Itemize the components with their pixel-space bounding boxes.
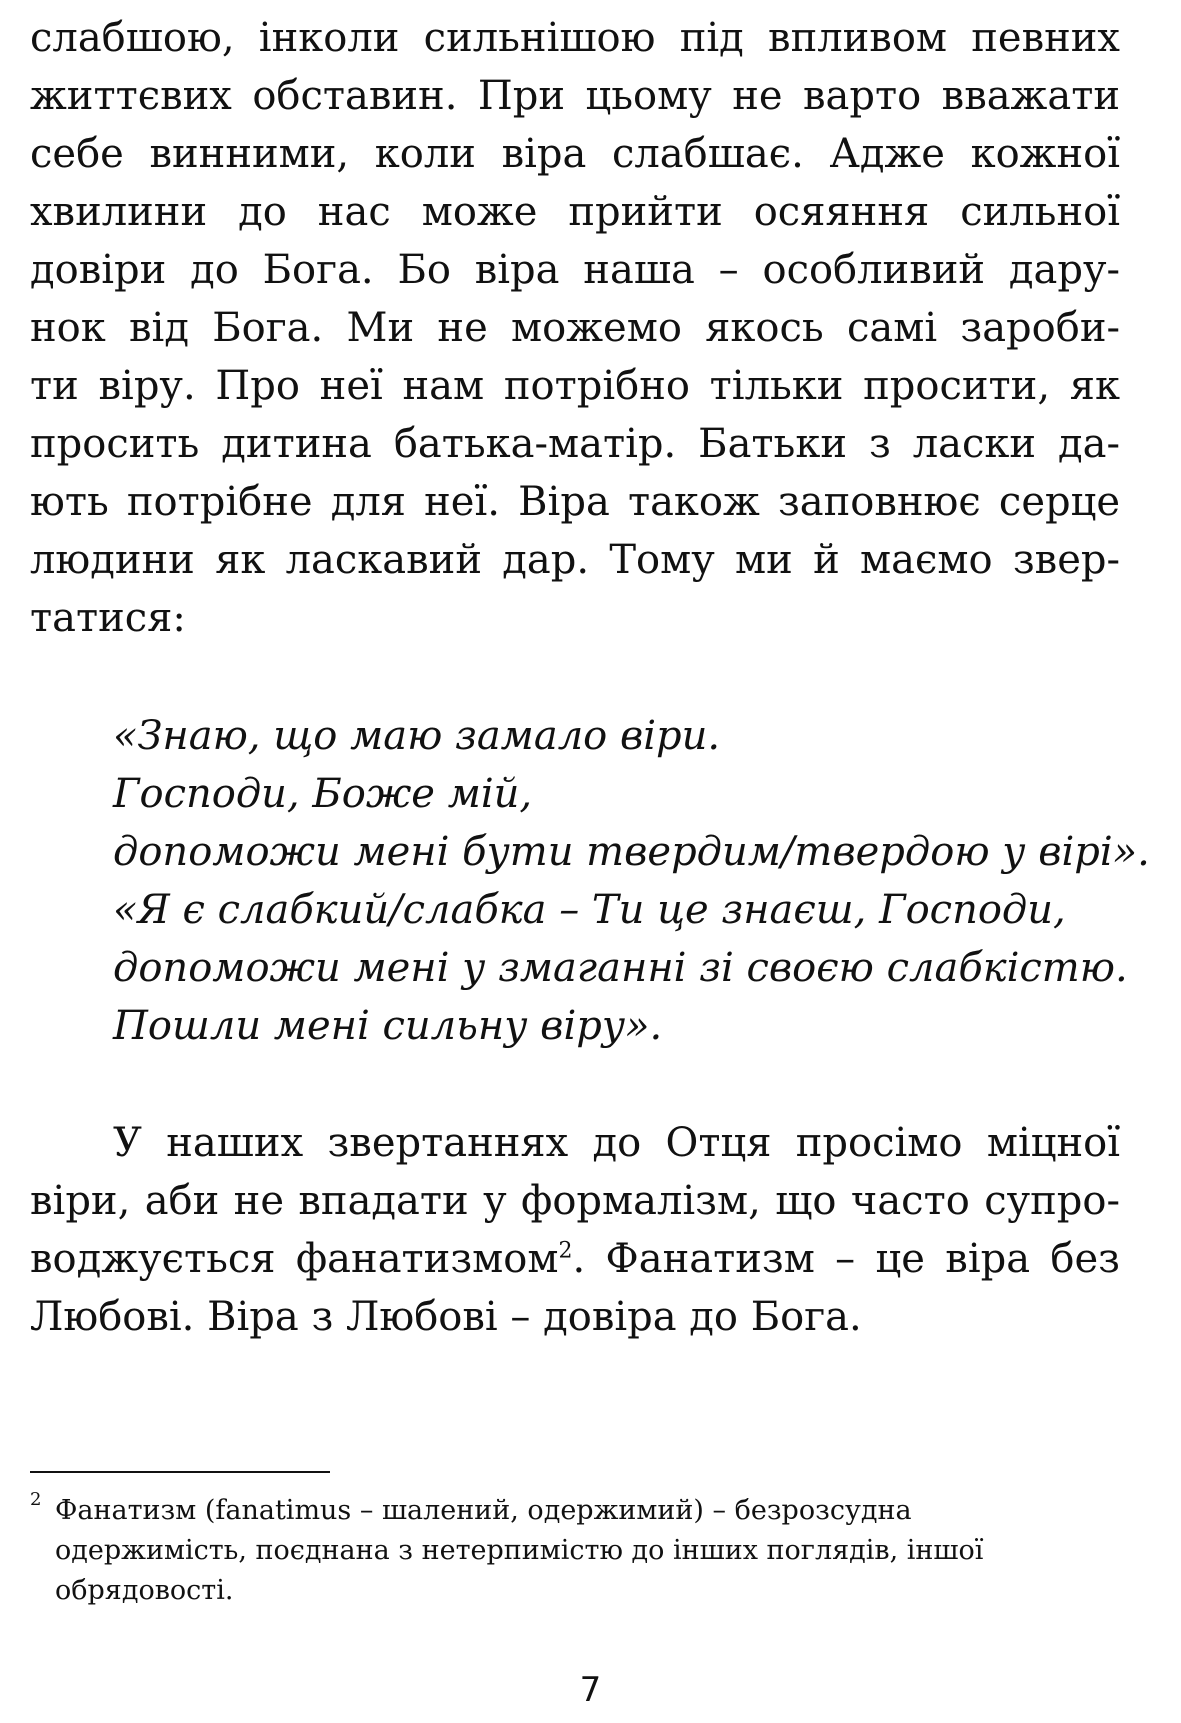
paragraph-line: ти віру. Про неї нам потрібно тільки просити, як xyxy=(30,363,1120,409)
paragraph-line: У наших звертаннях до Отця просімо міцної xyxy=(113,1120,1120,1166)
page-number: 7 xyxy=(579,1670,602,1710)
paragraph-line: слабшою, інколи сильнішою під впливом певних xyxy=(30,15,1120,61)
paragraph-text: . Фанатизм – це віра без xyxy=(572,1236,1120,1282)
paragraph-line: віри, аби не впадати у формалізм, що часто супро- xyxy=(30,1178,1120,1224)
footnote-reference[interactable]: 2 xyxy=(558,1238,573,1264)
paragraph-text: воджується фанатизмом xyxy=(30,1236,559,1282)
paragraph-line: хвилини до нас може прийти осяяння сильної xyxy=(30,189,1120,235)
paragraph-line: життєвих обставин. При цьому не варто вважати xyxy=(30,73,1120,119)
prayer-line: Пошли мені сильну віру». xyxy=(113,1003,663,1049)
prayer-line: «Я є слабкий/слабка – Ти це знаєш, Господи, xyxy=(113,887,1066,933)
footnote-number: 2 xyxy=(30,1489,42,1510)
prayer-line: Господи, Боже мій, xyxy=(113,771,533,817)
paragraph-line: себе винними, коли віра слабшає. Адже кожної xyxy=(30,131,1120,177)
paragraph-line: людини як ласкавий дар. Тому ми й маємо звер- xyxy=(30,537,1120,583)
prayer-line: допоможи мені бути твердим/твердою у вірі». xyxy=(113,829,1150,875)
paragraph-line: Любові. Віра з Любові – довіра до Бога. xyxy=(30,1294,862,1340)
footnote-separator xyxy=(30,1471,330,1473)
paragraph-line: татися: xyxy=(30,595,186,641)
footnote-line: одержимість, поєднана з нетерпимістю до інших поглядів, іншої xyxy=(55,1535,984,1566)
paragraph-line xyxy=(30,1229,1120,1289)
footnote-line: Фанатизм (fanatimus – шалений, одержимий) – безрозсудна xyxy=(55,1495,912,1526)
paragraph-line: нок від Бога. Ми не можемо якось самі зароби- xyxy=(30,305,1120,351)
prayer-line: допоможи мені у змаганні зі своєю слабкістю. xyxy=(113,945,1128,991)
footnote-line: обрядовості. xyxy=(55,1575,234,1606)
paragraph-line: просить дитина батька-матір. Батьки з ласки да- xyxy=(30,421,1120,467)
paragraph-line: ють потрібне для неї. Віра також заповнює серце xyxy=(30,479,1120,525)
paragraph-line: довіри до Бога. Бо віра наша – особливий дару- xyxy=(30,247,1120,293)
prayer-line: «Знаю, що маю замало віри. xyxy=(113,713,721,759)
